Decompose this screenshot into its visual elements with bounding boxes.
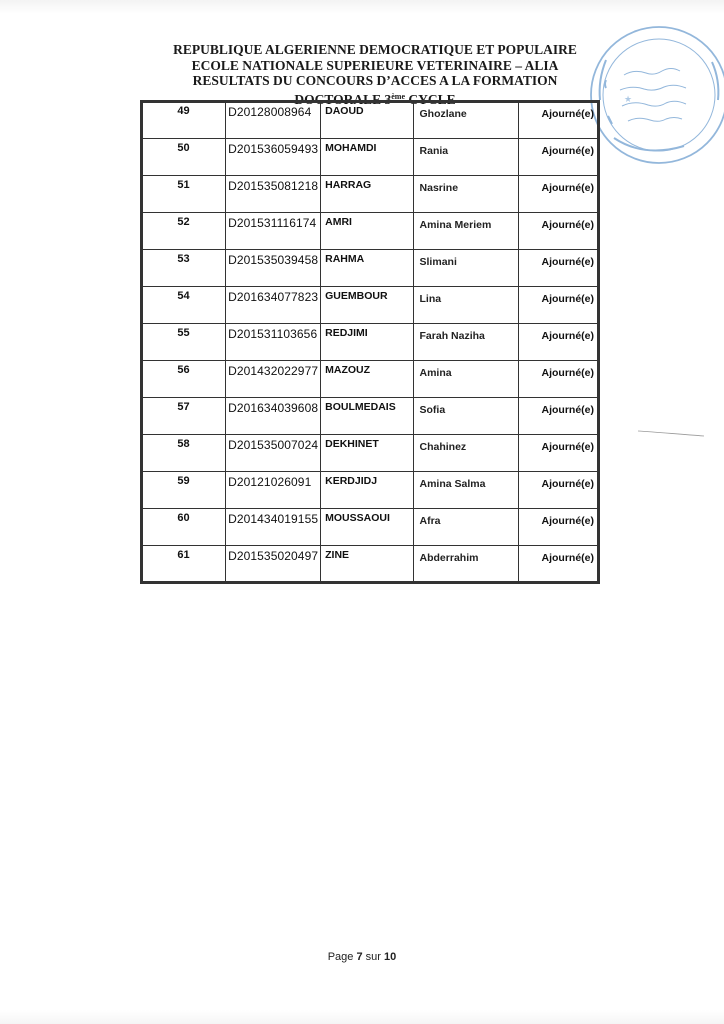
cell-result: Ajourné(e) <box>518 213 599 250</box>
cell-result: Ajourné(e) <box>518 546 599 584</box>
cell-number: 50 <box>141 139 226 176</box>
page-number <box>0 951 724 963</box>
cell-number: 60 <box>141 509 226 546</box>
table-row <box>141 398 599 435</box>
cell-candidate-code: D201432022977 <box>226 361 321 398</box>
cell-last-name: GUEMBOUR <box>321 287 413 324</box>
cell-number: 54 <box>141 287 226 324</box>
table-row <box>141 101 599 139</box>
table-row <box>141 472 599 509</box>
cell-candidate-code: D201531103656 <box>226 324 321 361</box>
cell-number: 59 <box>141 472 226 509</box>
page-separator: sur <box>365 951 381 963</box>
cell-number: 49 <box>141 101 226 139</box>
header-doctorate-text: DOCTORALE 3 <box>294 91 392 107</box>
cell-number: 53 <box>141 250 226 287</box>
cell-candidate-code: D20128008964 <box>226 101 321 139</box>
table-row <box>141 139 599 176</box>
cell-result: Ajourné(e) <box>518 324 599 361</box>
cell-first-name: Afra <box>413 509 518 546</box>
cell-first-name: Nasrine <box>413 176 518 213</box>
header-cycle-text: CYCLE <box>405 91 456 107</box>
cell-first-name: Amina Meriem <box>413 213 518 250</box>
svg-text:★: ★ <box>624 95 633 105</box>
cell-candidate-code: D201634077823 <box>226 287 321 324</box>
cell-number: 56 <box>141 361 226 398</box>
cell-last-name: REDJIMI <box>321 324 413 361</box>
cell-last-name: MOHAMDI <box>321 139 413 176</box>
table-row <box>141 213 599 250</box>
cell-number: 51 <box>141 176 226 213</box>
cell-candidate-code: D201535007024 <box>226 435 321 472</box>
cell-last-name: RAHMA <box>321 250 413 287</box>
cell-last-name: HARRAG <box>321 176 413 213</box>
page-label: Page <box>327 951 354 963</box>
cell-candidate-code: D201634039608 <box>226 398 321 435</box>
cell-candidate-code: D201535039458 <box>226 250 321 287</box>
cell-result: Ajourné(e) <box>518 250 599 287</box>
cell-first-name: Amina <box>413 361 518 398</box>
page-current: 7 <box>356 951 363 963</box>
table-row <box>141 176 599 213</box>
cell-number: 55 <box>141 324 226 361</box>
results-table <box>140 100 600 584</box>
cell-last-name: KERDJIDJ <box>321 472 413 509</box>
table-row <box>141 324 599 361</box>
cell-result: Ajourné(e) <box>518 472 599 509</box>
cell-result: Ajourné(e) <box>518 101 599 139</box>
header-line-republic: REPUBLIQUE ALGERIENNE DEMOCRATIQUE ET POPULAIRE <box>173 42 577 57</box>
cell-last-name: ZINE <box>321 546 413 584</box>
cell-number: 58 <box>141 435 226 472</box>
cell-result: Ajourné(e) <box>518 139 599 176</box>
table-row <box>141 361 599 398</box>
cell-result: Ajourné(e) <box>518 509 599 546</box>
official-stamp-icon <box>584 20 724 170</box>
results-table-body <box>141 101 599 583</box>
cell-first-name: Farah Naziha <box>413 324 518 361</box>
header-line-school: ECOLE NATIONALE SUPERIEURE VETERINAIRE – ALIA <box>191 57 559 73</box>
cell-last-name: BOULMEDAIS <box>321 398 413 435</box>
cell-last-name: AMRI <box>321 213 413 250</box>
cell-number: 57 <box>141 398 226 435</box>
page-total: 10 <box>384 951 397 963</box>
document-header <box>140 42 610 107</box>
table-row <box>141 509 599 546</box>
cell-candidate-code: D201531116174 <box>226 213 321 250</box>
cell-first-name: Lina <box>413 287 518 324</box>
cell-candidate-code: D20121026091 <box>226 472 321 509</box>
cell-first-name: Rania <box>413 139 518 176</box>
header-line-results: RESULTATS DU CONCOURS D’ACCES A LA FORMATION <box>192 73 558 88</box>
cell-first-name: Amina Salma <box>413 472 518 509</box>
table-row <box>141 250 599 287</box>
cell-last-name: DEKHINET <box>321 435 413 472</box>
cell-candidate-code: D201536059493 <box>226 139 321 176</box>
cell-last-name: MAZOUZ <box>321 361 413 398</box>
cell-number: 52 <box>141 213 226 250</box>
table-row <box>141 287 599 324</box>
cell-last-name: DAOUD <box>321 101 413 139</box>
cell-result: Ajourné(e) <box>518 435 599 472</box>
cell-number: 61 <box>141 546 226 584</box>
cell-first-name: Slimani <box>413 250 518 287</box>
cell-last-name: MOUSSAOUI <box>321 509 413 546</box>
table-row <box>141 546 599 584</box>
cell-result: Ajourné(e) <box>518 361 599 398</box>
cell-result: Ajourné(e) <box>518 398 599 435</box>
cell-first-name: Abderrahim <box>413 546 518 584</box>
cell-first-name: Chahinez <box>413 435 518 472</box>
cell-first-name: Sofia <box>413 398 518 435</box>
cell-result: Ajourné(e) <box>518 287 599 324</box>
header-doctorate-superscript: ème <box>391 91 406 101</box>
cell-first-name: Ghozlane <box>413 101 518 139</box>
cell-result: Ajourné(e) <box>518 176 599 213</box>
cell-candidate-code: D201535020497 <box>226 546 321 584</box>
cell-candidate-code: D201434019155 <box>226 509 321 546</box>
cell-candidate-code: D201535081218 <box>226 176 321 213</box>
pen-mark <box>636 428 706 438</box>
table-row <box>141 435 599 472</box>
